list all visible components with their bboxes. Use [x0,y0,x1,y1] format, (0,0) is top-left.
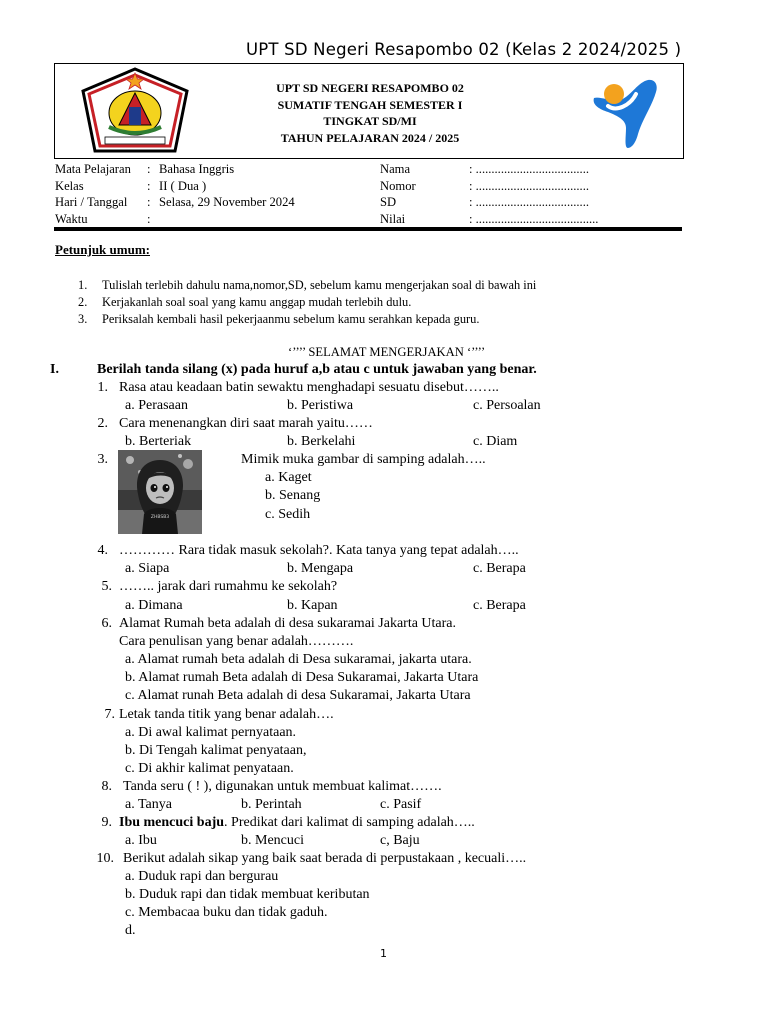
question-number: 4. [97,543,108,558]
name-label: Nama [380,162,411,176]
academic-year: TAHUN PELAJARAN 2024 / 2025 [280,130,460,145]
option-b: b. Perintah [241,797,302,812]
instruction-item [78,278,536,293]
page-heading: UPT SD Negeri Resapombo 02 (Kelas 2 2024/2025 ) [246,40,682,59]
question-image-girl [118,450,202,534]
question-text: Cara menenangkan diri saat marah yaitu…… [119,416,373,431]
question-sentence-bold: Ibu mencuci baju [119,815,225,830]
option-a: a. Kaget [265,470,312,485]
question-text: Alamat Rumah beta adalah di desa sukaramai Jakarta Utara. [119,616,457,631]
option-b: b. Alamat rumah Beta adalah di Desa Sukaramai, Jakarta Utara [125,670,479,685]
question-number: 3. [97,452,108,467]
option-a: a. Dimana [125,598,183,613]
date-value: Selasa, 29 November 2024 [159,195,295,210]
number-label: Nomor [380,178,416,193]
option-a: a. Perasaan [125,398,188,413]
class-value: II ( Dua ) [159,178,207,193]
instruction-item [78,312,479,327]
shirt-print: ZHBSB3 [150,515,170,520]
score-blank: : ....................................... [469,211,599,226]
option-a: a. Di awal kalimat pernyataan. [125,725,297,740]
separator: : [147,211,151,226]
instruction-number: 2. [78,295,88,309]
info-left-separators [147,161,151,227]
option-b: b. Kapan [287,598,338,613]
option-b: b. Berkelahi [287,434,356,449]
option-b: b. Mengapa [287,561,354,576]
option-c: c. Membacaa buku dan tidak gaduh. [125,905,328,920]
instruction-item [78,295,411,310]
info-left-labels [55,161,131,227]
question-number: 2. [97,416,108,431]
question-text: Berikut adalah sikap yang baik saat berada di perpustakaan , kecuali….. [123,851,527,866]
option-b: b. Senang [265,488,321,503]
instruction-number: 3. [78,312,88,326]
question-text-line2: Cara penulisan yang benar adalah………. [119,634,354,649]
question-text [119,815,475,831]
option-c: c, Baju [380,833,420,848]
question-number: 8. [101,779,112,794]
education-logo [590,76,660,150]
question-number: 10. [96,851,114,866]
school-label: SD [380,195,397,210]
class-label: Kelas [55,178,84,193]
option-b: b. Mencuci [241,833,304,848]
option-c: c. Pasif [380,797,422,812]
separator: : [147,178,151,193]
school-blank: : .................................... [469,195,589,210]
separator: : [147,195,151,210]
option-b: b. Peristiwa [287,398,354,413]
option-c: c. Sedih [265,507,311,522]
question-text: Mimik muka gambar di samping adalah….. [241,452,486,467]
instruction-text: Periksalah kembali hasil pekerjaanmu sebelum kamu serahkan kepada guru. [102,312,480,326]
option-c: c. Diam [473,434,518,449]
question-text: Tanda seru ( ! ), digunakan untuk membuat kalimat……. [123,779,442,794]
option-c: c. Di akhir kalimat penyataan. [125,761,294,776]
instructions-title: Petunjuk umum: [55,242,150,257]
question-number: 7. [104,707,115,722]
option-c: c. Persoalan [473,398,541,413]
option-a: b. Berteriak [125,434,192,449]
score-label: Nilai [380,211,406,226]
option-a: a. Alamat rumah beta adalah di Desa sukaramai, jakarta utara. [125,652,472,667]
info-right-labels [380,161,416,227]
exam-name: SUMATIF TENGAH SEMESTER I [277,97,463,112]
school-title-block [205,80,535,146]
school-name: UPT SD NEGERI RESAPOMBO 02 [276,81,464,95]
subject-label: Mata Pelajaran [55,162,131,176]
question-text-rest: . Predikat dari kalimat di samping adalah….. [224,815,475,830]
question-text: Letak tanda titik yang benar adalah…. [119,707,334,722]
instruction-number: 1. [78,278,88,292]
time-value [159,211,295,228]
question-number: 1. [97,380,108,395]
question-number: 6. [101,616,112,631]
question-number: 9. [101,815,112,830]
header-divider [54,227,682,231]
instruction-text: Kerjakanlah soal soal yang kamu anggap mudah terlebih dulu. [102,295,412,309]
separator: : [147,162,151,176]
info-right-blanks [469,161,598,227]
time-label: Waktu [55,211,88,226]
date-label: Hari / Tanggal [55,195,128,210]
question-text: ………… Rara tidak masuk sekolah?. Kata tanya yang tepat adalah….. [119,543,519,558]
subject-value: Bahasa Inggris [159,162,235,176]
option-a: a. Tanya [125,797,172,812]
good-luck-line: ‘’’’’ SELAMAT MENGERJAKAN ‘’’’’ [288,345,486,359]
section-number: I. [50,362,59,377]
name-blank: : .................................... [469,162,589,176]
info-left-values [159,161,295,227]
question-text: Rasa atau keadaan batin sewaktu menghadapi sesuatu disebut…….. [119,380,499,395]
instruction-text: Tulislah terlebih dahulu nama,nomor,SD, sebelum kamu mengerjakan soal di bawah ini [102,278,537,292]
district-emblem-logo [79,65,191,157]
option-b: b. Duduk rapi dan tidak membuat keributan [125,887,370,902]
section-title: Berilah tanda silang (x) pada huruf a,b atau c untuk jawaban yang benar. [97,362,537,377]
header-box [54,63,684,159]
option-a: a. Duduk rapi dan bergurau [125,869,279,884]
exam-level: TINGKAT SD/MI [323,114,417,128]
number-blank: : .................................... [469,178,589,193]
option-a: a. Ibu [125,833,157,848]
option-b: b. Di Tengah kalimat penyataan, [125,743,307,758]
option-d: d. [125,923,136,938]
option-c: c. Berapa [473,561,526,576]
option-a: a. Siapa [125,561,170,576]
question-number: 5. [101,579,112,594]
option-c: c. Berapa [473,598,526,613]
option-c: c. Alamat runah Beta adalah di desa Sukaramai, Jakarta Utara [125,688,471,703]
question-text: …….. jarak dari rumahmu ke sekolah? [119,579,338,594]
page-number: 1 [380,947,387,960]
